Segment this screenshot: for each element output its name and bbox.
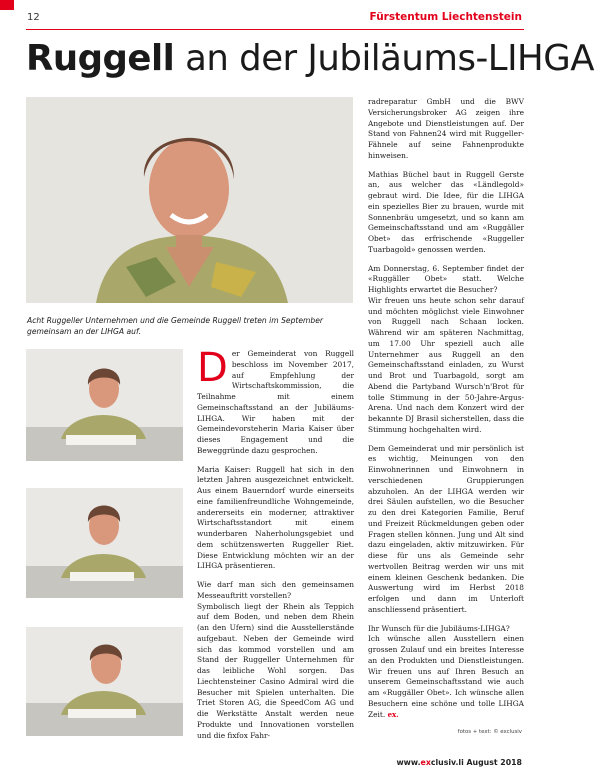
question-5: Ihr Wunsch für die Jubiläums-LIHGA? xyxy=(368,623,510,633)
small-photo-2 xyxy=(26,488,183,598)
left-text-column xyxy=(197,345,354,749)
drop-cap: D xyxy=(197,345,228,391)
question-3: Am Donnerstag, 6. September findet der «Ruggäller Obet» statt. Welche Highlights erwartet die Besucher? xyxy=(368,263,524,294)
headline-bold: Ruggell xyxy=(26,38,175,79)
corner-accent xyxy=(0,0,14,10)
right-text-column xyxy=(368,97,524,720)
question-2: Wie darf man sich den gemeinsamen Messeauftritt vorstellen? xyxy=(197,580,354,600)
small-photo-3 xyxy=(26,627,183,736)
right-paragraph-2: Mathias Büchel baut in Ruggell Gerste an, aus welcher das «Ländlegold» gebraut wird. Die Idee, für die LIHGA ein spezielles Bier zu brauen, wurde mit Sonnenbräu umgesetzt, und so kann am Gemeinschaftsstand und am «Ruggäller Obet» das erfrischende «Ruggeller Tuarbagold» genossen werden. xyxy=(368,169,524,254)
answer-paragraph-2: Symbolisch liegt der Rhein als Teppich auf dem Boden, und neben dem Rhein (an den Ufern) sind die Ausstellerstände aufgebaut. Neben der Gemeinde wird sich das kommod vorstellen und am Stand der Ruggeller Unternehmen für das leibliche Wohl sorgen. Das Liechtensteiner Casino Admiral wird die Besucher mit Spielen unterhalten. Die Triet Storen AG, die SpeedCom AG und die Werkstätte Anstalt werden neue Produkte und Innovationen vorstellen und die fixfox Fahr- xyxy=(197,601,354,740)
author-signature: ex. xyxy=(387,709,399,719)
page-number: 12 xyxy=(27,12,40,23)
section-label: Fürstentum Liechtenstein xyxy=(369,11,522,23)
photo-credit: fotos + text: © exclusiv xyxy=(457,729,522,735)
brand-mark: ex xyxy=(420,758,431,767)
answer-paragraph-5: Ich wünsche allen Ausstellern einen grossen Zulauf und ein breites Interesse an den Produkten und Dienstleistungen. Wir freuen uns auf Ihren Besuch an unserem Gemeinschaftsstand wie auch am «Ruggäller Obet». Ich wünsche allen Besuchern eine schöne und tolle LIHGA Zeit. ex. xyxy=(368,634,524,719)
right-paragraph-1: radreparatur GmbH und die BWV Versicherungsbroker AG zeigen ihre Angebote und Dienstleistungen auf. Der Stand von Fahnen24 wird mit Ruggeller-Fähnele auf seine Fahnenprodukte hinweisen. xyxy=(368,97,524,160)
answer-paragraph-4: Dem Gemeinderat und mir persönlich ist es wichtig, Meinungen von den Einwohnerinnen und Einwohnern in verschiedenen Gruppierungen abzuholen. An der LIHGA werden wir drei Säulen aufstellen, wo die Besucher zu den drei Kategorien Familie, Beruf und Freizeit Rückmeldungen geben oder Fragen stellen können. Jung und Alt sind dazu eingeladen, aktiv mitzuwirken. Für diese für uns als Gemeinde sehr wertvollen Beitrag werden wir uns mit einem kleinen Geschenk bedanken. Die Auswertung wird im Herbst 2018 erfolgen und dann im Unterloft anschliessend präsentiert. xyxy=(368,443,524,614)
answer-paragraph-1: Maria Kaiser: Ruggell hat sich in den letzten Jahren ausgezeichnet entwickelt. Aus einem Bauerndorf wurde einerseits eine familienfreundliche Wohngemeinde, andererseits ein moderner, attraktiver Wirtschaftsstandort mit einem wunderbaren Naherholungsgebiet und dem schützenswerten Ruggeller Riet. Diese Entwicklung möchten wir an der LIHGA präsentieren. xyxy=(197,464,354,571)
photo-caption: Acht Ruggeller Unternehmen und die Gemeinde Ruggell treten im September gemeinsam an der LIHGA auf. xyxy=(27,316,324,336)
headline xyxy=(26,38,594,79)
footer-url[interactable]: www.exclusiv.li August 2018 xyxy=(396,758,522,767)
main-photo xyxy=(26,97,353,303)
headline-rest: an der Jubiläums-LIHGA xyxy=(174,38,594,79)
small-photo-1 xyxy=(26,349,183,461)
answer-paragraph-3: Wir freuen uns heute schon sehr darauf und möchten möglichst viele Einwohner von Ruggell nach Schaan locken. Während wir am späteren Nachmittag, um 17.00 Uhr speziell auch alle Unternehmer aus Ruggell an den Gemeinschaftsstand einladen, zu Wurst und Brot und Tuarbagold, sorgt am Abend die Partyband Wursch'n'Brot für tolle Stimmung in der 50-Jahre-Argus-Arena. Und nach dem Konzert wird der bekannte DJ Brasil sicherstellen, dass die Stimmung hochgehalten wird. xyxy=(368,295,524,434)
intro-paragraph: Der Gemeinderat von Ruggell beschloss im November 2017, auf Empfehlung der Wirtschaftskommission, die Teilnahme mit einem Gemeinschaftsstand an der Jubiläums-LIHGA. Wir haben mit der Gemeindevorsteherin Maria Kaiser über dieses Engagement und die Beweggründe dazu gesprochen. xyxy=(197,345,354,455)
header-rule xyxy=(26,29,524,30)
